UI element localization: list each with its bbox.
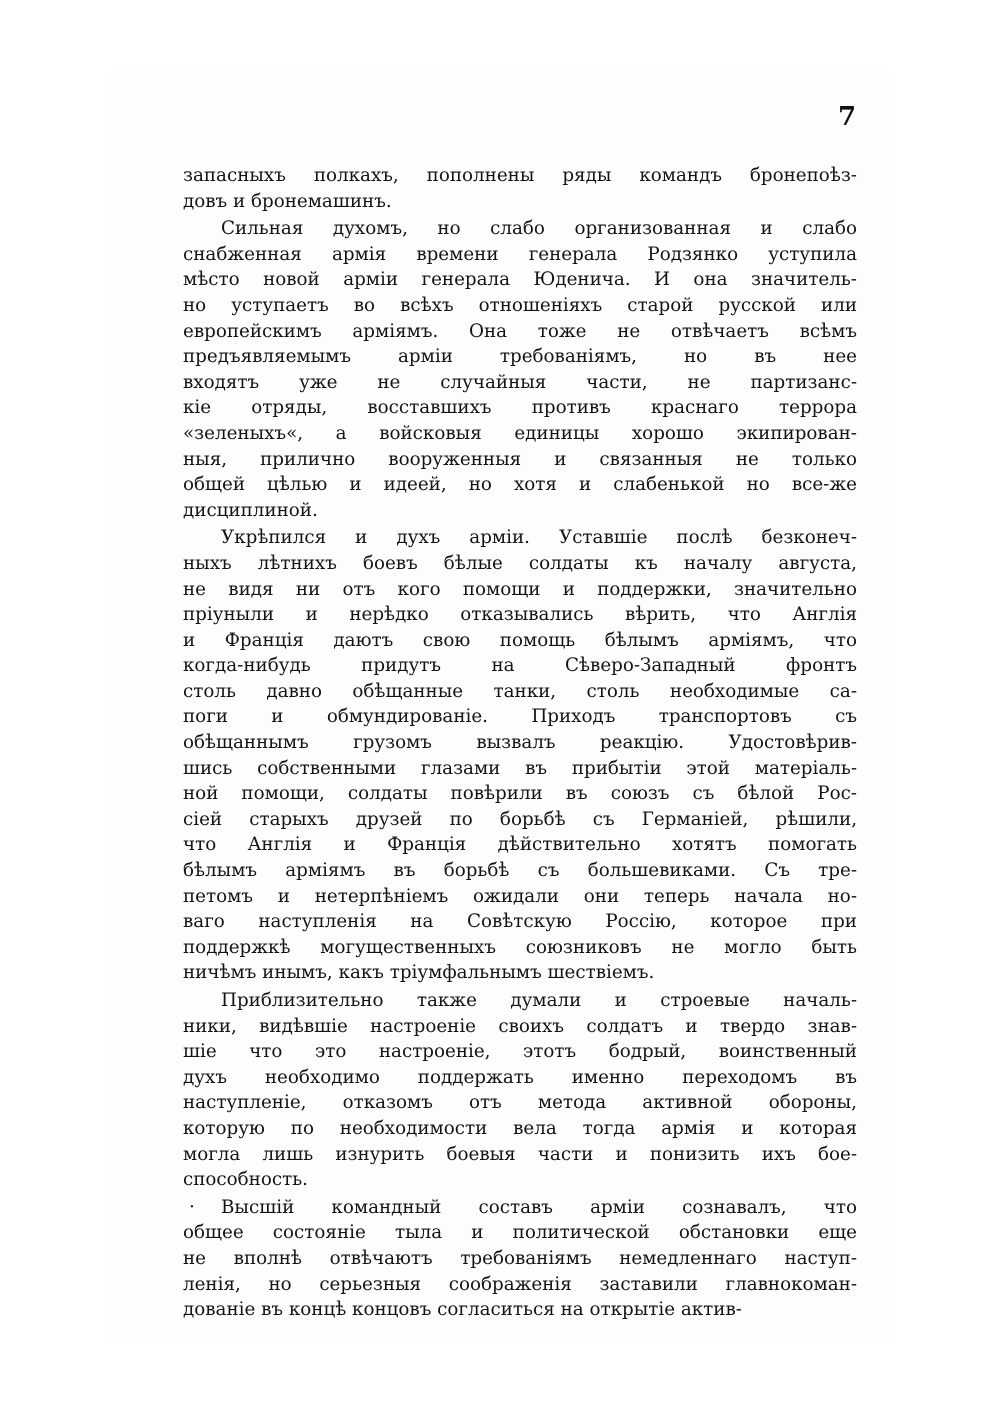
text-line (183, 1065, 857, 1091)
line-text: ной помощи, солдаты повѣрили въ союзъ съ бѣлой Рос- (183, 783, 857, 805)
line-text: но уступаетъ во всѣхъ отношеніяхъ старой русской или (183, 294, 857, 316)
text-line (183, 832, 857, 858)
line-text: общей цѣлью и идеей, но хотя и слабенькой но все-же (183, 474, 857, 496)
text-line (183, 319, 857, 345)
page-number: 7 (838, 102, 857, 132)
text-line (183, 1297, 857, 1323)
text-line (183, 498, 857, 524)
text-line (183, 807, 857, 833)
line-text: Приблизительно также думали и строевые началь- (221, 990, 857, 1011)
paragraph (183, 1195, 857, 1323)
text-line (183, 395, 857, 421)
line-text: наступленіе, отказомъ отъ метода активной обороны, (183, 1092, 857, 1114)
line-text: петомъ и нетерпѣніемъ ожидали они теперь начала но- (183, 885, 857, 907)
line-text: запасныхъ полкахъ, пополнены ряды командъ бронепоѣз- (183, 165, 857, 186)
text-line (183, 653, 857, 679)
text-line (183, 602, 857, 628)
text-line (183, 267, 857, 293)
text-line (183, 909, 857, 935)
line-text: шись собственными глазами въ прибытіи этой матеріаль- (183, 757, 857, 779)
paragraph (183, 988, 857, 1193)
text-line (183, 781, 857, 807)
paragraph (183, 216, 857, 523)
line-text: ничѣмъ инымъ, какъ тріумфальнымъ шествіемъ. (183, 962, 655, 984)
line-text: дисциплиной. (183, 499, 318, 521)
line-text: входятъ уже не случайныя части, не партизанс- (183, 371, 857, 393)
text-line (183, 960, 857, 986)
text-line (183, 679, 857, 705)
text-line (183, 628, 857, 654)
line-text: «зеленыхъ«, а войсковыя единицы хорошо экипирован- (183, 422, 857, 444)
paragraph (183, 525, 857, 986)
bullet-mark: · (189, 1196, 195, 1218)
line-text: могла лишь изнурить боевыя части и понизить ихъ бое- (183, 1143, 857, 1165)
text-line (183, 1195, 857, 1221)
body-text (183, 163, 857, 1323)
line-text: что Англія и Франція дѣйствительно хотятъ помогать (183, 834, 857, 856)
line-text: дованіе въ концѣ концовъ согласиться на открытіе актив- (183, 1299, 742, 1321)
text-line (183, 1116, 857, 1142)
text-line (183, 525, 857, 551)
line-text: мѣсто новой арміи генерала Юденича. И она значитель- (183, 269, 857, 291)
line-text: не видя ни отъ кого помощи и поддержки, значительно (183, 578, 857, 600)
line-text: поги и обмундированіе. Приходъ транспортовъ съ (183, 706, 857, 728)
paragraph (183, 163, 857, 214)
line-text: не вполнѣ отвѣчаютъ требованіямъ немедленнаго наступ- (183, 1247, 857, 1269)
line-text: ныя, прилично вооруженныя и связанныя не только (183, 448, 857, 470)
text-line (183, 1272, 857, 1298)
text-line (183, 988, 857, 1014)
text-line (183, 884, 857, 910)
text-line (183, 216, 857, 242)
text-line (183, 551, 857, 577)
text-line (183, 1220, 857, 1246)
text-line (183, 730, 857, 756)
text-line (183, 1014, 857, 1040)
line-text: шіе что это настроеніе, этотъ бодрый, воинственный (183, 1041, 857, 1063)
line-text: способность. (183, 1169, 308, 1191)
line-text: ники, видѣвшіе настроеніе своихъ солдатъ и твердо знав- (183, 1015, 857, 1037)
text-line (183, 189, 857, 215)
line-text: общее состояніе тыла и политической обстановки еще (183, 1222, 857, 1244)
text-line (183, 344, 857, 370)
line-text: Сильная духомъ, но слабо организованная и слабо (221, 218, 857, 240)
text-line (183, 163, 857, 189)
line-text: которую по необходимости вела тогда армія и которая (183, 1117, 857, 1139)
text-line (183, 472, 857, 498)
text-line (183, 421, 857, 447)
text-line (183, 1142, 857, 1168)
line-text: ленія, но серьезныя соображенія заставили главнокоман- (183, 1273, 857, 1295)
line-text: духъ необходимо поддержать именно переходомъ въ (183, 1066, 857, 1088)
line-text: ныхъ лѣтнихъ боевъ бѣлые солдаты къ началу августа, (183, 552, 857, 574)
text-line (183, 1039, 857, 1065)
line-text: столь давно обѣщанные танки, столь необходимые са- (183, 680, 857, 702)
text-line (183, 935, 857, 961)
text-line (183, 1246, 857, 1272)
text-line (183, 756, 857, 782)
text-line (183, 242, 857, 268)
line-text: ваго наступленія на Совѣтскую Россію, которое при (183, 911, 857, 933)
text-line (183, 293, 857, 319)
line-text: поддержкѣ могущественныхъ союзниковъ не могло быть (183, 936, 857, 958)
line-text: снабженная армія времени генерала Родзянко уступила (183, 243, 857, 265)
line-text: когда-нибудь придутъ на Сѣверо-Западный фронтъ (183, 655, 857, 677)
text-line (183, 858, 857, 884)
line-text: европейскимъ арміямъ. Она тоже не отвѣчаетъ всѣмъ (183, 320, 857, 342)
line-text: предъявляемымъ арміи требованіямъ, но въ нее (183, 346, 857, 368)
line-text: бѣлымъ арміямъ въ борьбѣ съ большевиками. Съ тре- (183, 860, 857, 882)
text-line (183, 1167, 857, 1193)
line-text: и Франція даютъ свою помощь бѣлымъ арміямъ, что (183, 629, 857, 651)
line-text: сіей старыхъ друзей по борьбѣ съ Германіей, рѣшили, (183, 808, 857, 830)
line-text: Укрѣпился и духъ арміи. Уставшіе послѣ безконеч- (221, 527, 857, 549)
text-line (183, 1090, 857, 1116)
text-line (183, 704, 857, 730)
line-text: кіе отряды, восставшихъ противъ краснаго террора (183, 397, 857, 419)
text-line (183, 370, 857, 396)
line-text: обѣщаннымъ грузомъ вызвалъ реакцію. Удостовѣрив- (183, 732, 857, 754)
text-line (183, 577, 857, 603)
line-text: пріуныли и нерѣдко отказывались вѣрить, что Англія (183, 604, 857, 626)
line-text: довъ и бронемашинъ. (183, 190, 392, 212)
line-text: Высшій командный составъ арміи сознавалъ, что (221, 1196, 857, 1218)
text-line (183, 447, 857, 473)
